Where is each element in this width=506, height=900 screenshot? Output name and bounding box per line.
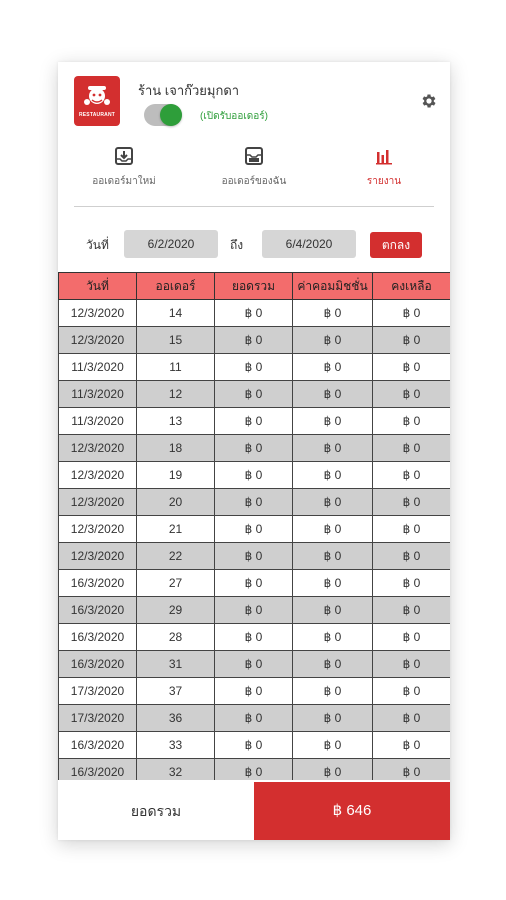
- table-row: [59, 462, 451, 489]
- shop-name: ร้าน เจาก๊วยมุกดา: [138, 83, 240, 98]
- date-filter: [58, 228, 450, 260]
- report-table-scroll[interactable]: [58, 272, 450, 780]
- divider: [74, 206, 434, 207]
- table-cell: 12/3/2020: [59, 543, 137, 570]
- table-row: [59, 489, 451, 516]
- toggle-status-label: (เปิดรับออเดอร์): [200, 111, 268, 122]
- table-row: [59, 732, 451, 759]
- restaurant-logo: [74, 76, 120, 126]
- table-cell: ฿ 0: [293, 408, 373, 435]
- table-cell: ฿ 0: [373, 435, 451, 462]
- table-row: [59, 624, 451, 651]
- table-cell: ฿ 0: [215, 678, 293, 705]
- table-cell: ฿ 0: [293, 570, 373, 597]
- table-cell: 28: [137, 624, 215, 651]
- table-cell: ฿ 0: [373, 705, 451, 732]
- table-cell: 33: [137, 732, 215, 759]
- table-row: [59, 651, 451, 678]
- table-cell: 16/3/2020: [59, 597, 137, 624]
- table-cell: ฿ 0: [293, 543, 373, 570]
- table-cell: ฿ 0: [293, 354, 373, 381]
- table-cell: ฿ 0: [215, 570, 293, 597]
- table-cell: ฿ 0: [215, 381, 293, 408]
- table-cell: ฿ 0: [293, 759, 373, 781]
- table-cell: ฿ 0: [373, 651, 451, 678]
- table-cell: ฿ 0: [373, 516, 451, 543]
- table-row: [59, 570, 451, 597]
- settings-gear-icon[interactable]: [420, 92, 438, 110]
- table-cell: ฿ 0: [373, 408, 451, 435]
- table-cell: ฿ 0: [293, 597, 373, 624]
- table-cell: 32: [137, 759, 215, 781]
- header-balance: คงเหลือ: [373, 273, 451, 300]
- table-cell: ฿ 0: [293, 489, 373, 516]
- table-cell: 15: [137, 327, 215, 354]
- tab-label: รายงาน: [366, 176, 402, 187]
- table-row: [59, 354, 451, 381]
- table-cell: ฿ 0: [293, 300, 373, 327]
- inbox-tray-icon: [244, 146, 264, 166]
- table-cell: 29: [137, 597, 215, 624]
- header-total: ยอดรวม: [215, 273, 293, 300]
- table-cell: 16/3/2020: [59, 651, 137, 678]
- total-value: ฿ 646: [254, 782, 450, 840]
- table-cell: ฿ 0: [215, 354, 293, 381]
- table-cell: ฿ 0: [293, 624, 373, 651]
- table-cell: ฿ 0: [293, 705, 373, 732]
- tab-report[interactable]: [324, 146, 444, 196]
- table-cell: 36: [137, 705, 215, 732]
- table-cell: ฿ 0: [215, 327, 293, 354]
- table-cell: 11/3/2020: [59, 408, 137, 435]
- table-cell: ฿ 0: [215, 516, 293, 543]
- toggle-knob: [160, 104, 182, 126]
- tab-new-orders[interactable]: [64, 146, 184, 196]
- table-cell: ฿ 0: [215, 732, 293, 759]
- header: [58, 62, 450, 138]
- table-row: [59, 408, 451, 435]
- table-cell: ฿ 0: [373, 624, 451, 651]
- table-row: [59, 678, 451, 705]
- table-cell: ฿ 0: [293, 381, 373, 408]
- table-cell: 22: [137, 543, 215, 570]
- table-cell: ฿ 0: [373, 300, 451, 327]
- from-date-field[interactable]: 6/2/2020: [124, 230, 218, 258]
- table-cell: ฿ 0: [215, 462, 293, 489]
- table-cell: ฿ 0: [215, 435, 293, 462]
- table-cell: ฿ 0: [293, 732, 373, 759]
- table-cell: 21: [137, 516, 215, 543]
- table-cell: ฿ 0: [215, 408, 293, 435]
- table-body: [59, 300, 451, 781]
- table-cell: ฿ 0: [373, 381, 451, 408]
- table-cell: ฿ 0: [373, 678, 451, 705]
- logo-text: RESTAURANT: [78, 112, 116, 118]
- summary-bar: [58, 782, 450, 840]
- header-order: ออเดอร์: [137, 273, 215, 300]
- table-cell: ฿ 0: [373, 354, 451, 381]
- table-cell: 16/3/2020: [59, 732, 137, 759]
- tab-label: ออเดอร์มาใหม่: [92, 176, 156, 187]
- table-cell: 20: [137, 489, 215, 516]
- table-cell: ฿ 0: [293, 516, 373, 543]
- table-cell: ฿ 0: [373, 732, 451, 759]
- table-cell: 17/3/2020: [59, 705, 137, 732]
- to-date-label: ถึง: [230, 238, 244, 252]
- ok-button[interactable]: ตกลง: [370, 232, 422, 258]
- table-cell: 16/3/2020: [59, 759, 137, 781]
- table-cell: ฿ 0: [215, 300, 293, 327]
- table-cell: 16/3/2020: [59, 570, 137, 597]
- table-cell: ฿ 0: [215, 624, 293, 651]
- table-row: [59, 516, 451, 543]
- table-cell: 18: [137, 435, 215, 462]
- table-cell: ฿ 0: [373, 543, 451, 570]
- tab-bar: [58, 142, 450, 202]
- table-cell: 12/3/2020: [59, 327, 137, 354]
- app-screen: [58, 62, 450, 840]
- table-row: [59, 597, 451, 624]
- table-cell: 11/3/2020: [59, 354, 137, 381]
- table-cell: ฿ 0: [293, 462, 373, 489]
- total-label: ยอดรวม: [58, 782, 254, 840]
- table-cell: ฿ 0: [215, 759, 293, 781]
- table-cell: ฿ 0: [293, 435, 373, 462]
- table-cell: 11/3/2020: [59, 381, 137, 408]
- table-cell: ฿ 0: [215, 597, 293, 624]
- table-cell: 12/3/2020: [59, 489, 137, 516]
- table-cell: ฿ 0: [373, 327, 451, 354]
- table-cell: ฿ 0: [373, 759, 451, 781]
- table-cell: 12/3/2020: [59, 300, 137, 327]
- open-orders-toggle[interactable]: [144, 104, 182, 126]
- table-cell: ฿ 0: [215, 543, 293, 570]
- table-row: [59, 543, 451, 570]
- table-row: [59, 300, 451, 327]
- table-cell: 12/3/2020: [59, 462, 137, 489]
- from-date-label: วันที่: [86, 238, 109, 252]
- table-cell: 11: [137, 354, 215, 381]
- chef-icon: [82, 84, 112, 110]
- table-cell: 27: [137, 570, 215, 597]
- header-date: วันที่: [59, 273, 137, 300]
- table-cell: 14: [137, 300, 215, 327]
- tab-my-orders[interactable]: [194, 146, 314, 196]
- table-cell: ฿ 0: [293, 327, 373, 354]
- table-cell: ฿ 0: [293, 651, 373, 678]
- table-cell: 12: [137, 381, 215, 408]
- table-cell: ฿ 0: [373, 462, 451, 489]
- table-cell: 13: [137, 408, 215, 435]
- table-cell: ฿ 0: [215, 651, 293, 678]
- table-cell: ฿ 0: [293, 678, 373, 705]
- table-cell: 19: [137, 462, 215, 489]
- table-row: [59, 705, 451, 732]
- table-cell: ฿ 0: [215, 705, 293, 732]
- table-header-row: [59, 273, 451, 300]
- header-commission: ค่าคอมมิชชั่น: [293, 273, 373, 300]
- table-row: [59, 327, 451, 354]
- table-row: [59, 381, 451, 408]
- to-date-field[interactable]: 6/4/2020: [262, 230, 356, 258]
- table-cell: 16/3/2020: [59, 624, 137, 651]
- bar-chart-icon: [374, 146, 394, 166]
- table-cell: 12/3/2020: [59, 435, 137, 462]
- table-cell: ฿ 0: [373, 597, 451, 624]
- table-cell: ฿ 0: [373, 489, 451, 516]
- table-cell: 12/3/2020: [59, 516, 137, 543]
- table-row: [59, 759, 451, 781]
- table-cell: ฿ 0: [373, 570, 451, 597]
- tab-label: ออเดอร์ของฉัน: [221, 176, 287, 187]
- table-cell: ฿ 0: [215, 489, 293, 516]
- report-table: [58, 272, 450, 780]
- table-row: [59, 435, 451, 462]
- table-cell: 37: [137, 678, 215, 705]
- table-cell: 17/3/2020: [59, 678, 137, 705]
- inbox-download-icon: [114, 146, 134, 166]
- table-cell: 31: [137, 651, 215, 678]
